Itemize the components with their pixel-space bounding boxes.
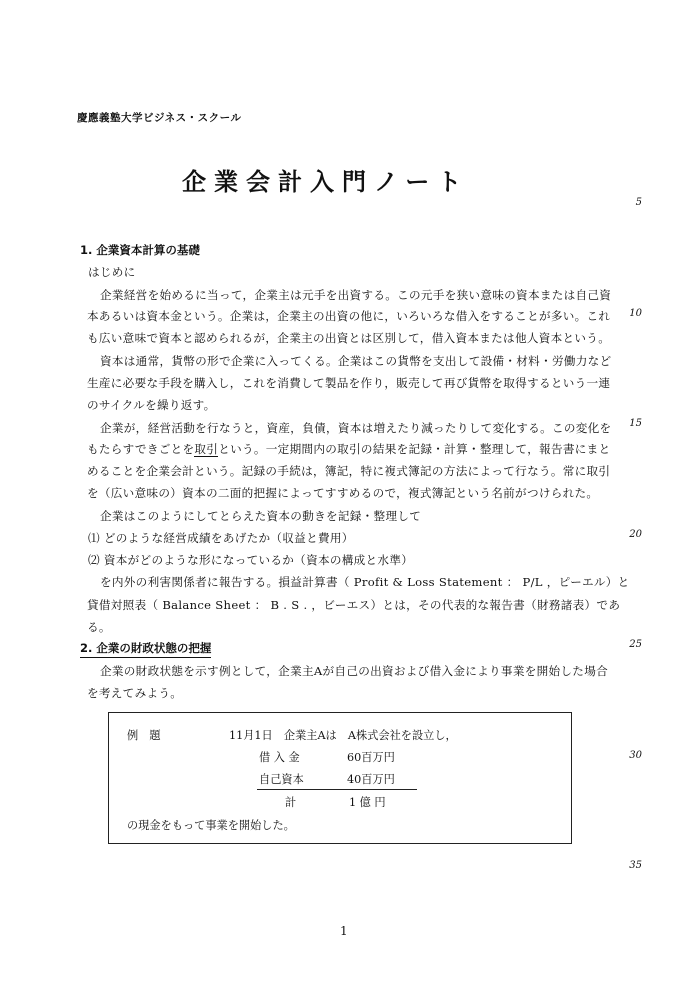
line-number: 20 [629, 529, 642, 540]
line-number: 10 [629, 308, 642, 319]
total-value: 1 億 円 [349, 796, 386, 809]
paragraph-line: 企業はこのようにしてとらえた資本の動きを記録・整理して [100, 509, 422, 523]
section-2-heading: 2. 企業の財政状態の把握 [80, 640, 211, 658]
line-number: 25 [629, 639, 642, 650]
list-item: ⑵ 資本がどのような形になっているか（資本の構成と水準） [88, 553, 414, 567]
paragraph-line [87, 441, 610, 457]
example-label: 例 題 [127, 729, 161, 742]
sum-rule [257, 789, 417, 790]
paragraph-line: めることを企業会計という。記録の手続は，簿記，特に複式簿記の方法によって行なう。常に取引 [87, 464, 611, 478]
school-name: 慶應義塾大学ビジネス・スクール [77, 112, 242, 124]
equity-value: 40百万円 [347, 773, 395, 786]
paragraph-line: 貸借対照表（ Balance Sheet ： B . S . ，ビーエス）とは，その代表的な報告書（財務諸表）であ [87, 598, 621, 612]
section-1-intro: はじめに [88, 265, 136, 279]
underlined-term: 取引 [194, 442, 219, 456]
paragraph-line: 生産に必要な手段を購入し，これを消費して製品を作り，販売して再び貨幣を取得するという一連 [87, 376, 611, 390]
total-label: 計 [285, 796, 297, 809]
paragraph-line: も広い意味で資本と認められるが，企業主の出資とは区別して，借入資本または他人資本という。 [87, 331, 611, 345]
text-run: という。一定期間内の取引の結果を記録・計算・整理して，報告書にまと [218, 442, 611, 456]
paragraph-line: 資本は通常，貨幣の形で企業に入ってくる。企業はこの貨幣を支出して設備・材料・労働力など [100, 354, 612, 368]
line-number: 35 [629, 860, 642, 871]
page-title: 企業会計入門ノート [182, 167, 470, 196]
borrowing-value: 60百万円 [347, 751, 395, 764]
paragraph-line: 企業経営を始めるに当って，企業主は元手を出資する。この元手を狭い意味の資本または自己資 [100, 288, 612, 302]
line-number: 15 [629, 418, 642, 429]
example-box [108, 712, 572, 844]
line-number: 30 [629, 750, 642, 761]
paragraph-line: 企業が，経営活動を行なうと，資産，負債，資本は増えたり減ったりして変化する。この変化を [100, 421, 612, 435]
paragraph-line: を内外の利害関係者に報告する。損益計算書（ Profit & Loss Statement ： P/L ，ピーエル）と [100, 575, 630, 589]
paragraph-line: を（広い意味の）資本の二面的把握によってすすめるので，複式簿記という名前がつけられた。 [87, 486, 599, 500]
equity-label: 自己資本 [259, 773, 304, 786]
list-item: ⑴ どのような経営成績をあげたか（収益と費用） [88, 531, 354, 545]
page-number: 1 [340, 924, 348, 938]
line-number: 5 [635, 197, 642, 208]
paragraph-line: のサイクルを繰り返す。 [87, 398, 216, 412]
paragraph-line: 本あるいは資本金という。企業は，企業主の出資の他に，いろいろな借入をすることが多い。これ [87, 309, 611, 323]
text-run: もたらすできごとを [87, 442, 195, 456]
section-1-heading: 1. 企業資本計算の基礎 [80, 243, 200, 257]
example-closing: の現金をもって事業を開始した。 [127, 819, 295, 832]
example-description: 11月1日 企業主Aは A株式会社を設立し， [229, 729, 457, 742]
paragraph-line: を考えてみよう。 [87, 686, 183, 700]
paragraph-line: る。 [87, 620, 111, 634]
paragraph-line: 企業の財政状態を示す例として，企業主Aが自己の出資および借入金により事業を開始した場合 [100, 664, 608, 678]
borrowing-label: 借 入 金 [259, 751, 300, 764]
